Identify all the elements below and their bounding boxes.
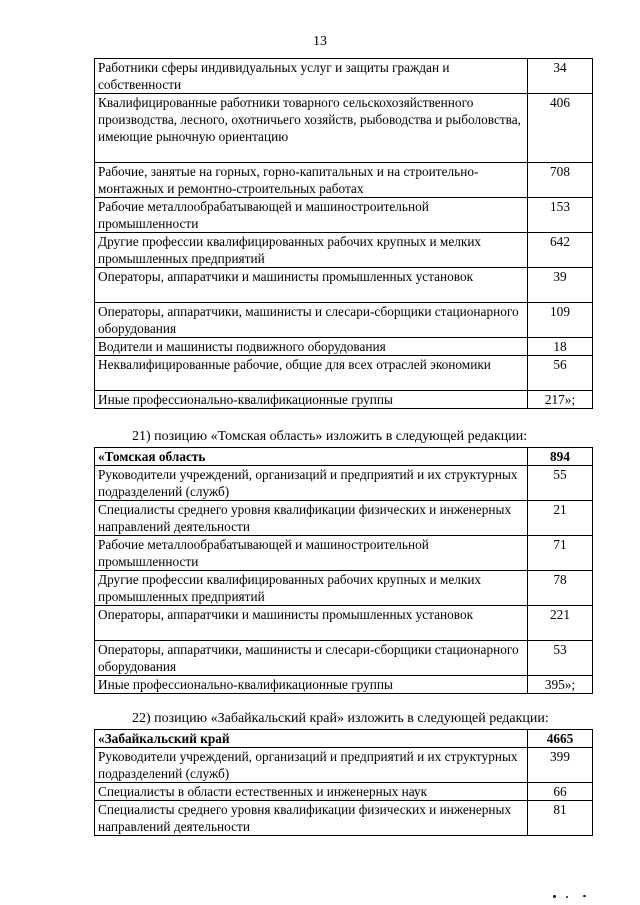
row-name: Работники сферы индивидуальных услуг и защиты граждан и собственности: [95, 59, 528, 94]
row-value: 18: [528, 338, 593, 356]
row-name: Рабочие металлообрабатывающей и машиностроительной промышленности: [95, 198, 528, 233]
row-name: Операторы, аппаратчики и машинисты промышленных установок: [95, 268, 528, 303]
row-name: Квалифицированные работники товарного сельскохозяйственного производства, лесного, охотничьего хозяйств, рыбоводства и рыболовства, имеющие рыночную ориентацию: [95, 94, 528, 163]
row-value: 55: [528, 466, 593, 501]
row-name: Другие профессии квалифицированных рабочих крупных и мелких промышленных предприятий: [95, 233, 528, 268]
row-name: Операторы, аппаратчики, машинисты и слесари-сборщики стационарного оборудования: [95, 303, 528, 338]
row-name: Операторы, аппаратчики и машинисты промышленных установок: [95, 606, 528, 641]
region-name: «Забайкальский край: [95, 730, 528, 748]
row-value: 81: [528, 801, 593, 836]
table-row: [95, 676, 593, 694]
table-continuation: [94, 58, 593, 409]
row-value: 78: [528, 571, 593, 606]
row-name: Иные профессионально-квалификационные группы: [95, 676, 528, 694]
table-row: [95, 233, 593, 268]
row-value: 34: [528, 59, 593, 94]
row-name: Рабочие металлообрабатывающей и машиностроительной промышленности: [95, 536, 528, 571]
table-row: [95, 466, 593, 501]
table-row: [95, 748, 593, 783]
row-value: 708: [528, 163, 593, 198]
amendment-paragraph-22: 22) позицию «Забайкальский край» изложить в следующей редакции:: [132, 711, 549, 726]
region-total: 4665: [528, 730, 593, 748]
table-header-row: [95, 448, 593, 466]
row-name: Специалисты среднего уровня квалификации физических и инженерных направлений деятельности: [95, 801, 528, 836]
row-value: 39: [528, 268, 593, 303]
table-row: [95, 198, 593, 233]
region-total: 894: [528, 448, 593, 466]
row-value: 221: [528, 606, 593, 641]
row-value: 53: [528, 641, 593, 676]
table-row: [95, 571, 593, 606]
row-value: 642: [528, 233, 593, 268]
row-name: Другие профессии квалифицированных рабочих крупных и мелких промышленных предприятий: [95, 571, 528, 606]
amendment-paragraph-21: 21) позицию «Томская область» изложить в следующей редакции:: [132, 429, 528, 444]
scan-speck: [553, 895, 556, 898]
table-row: [95, 356, 593, 391]
row-name: Специалисты среднего уровня квалификации физических и инженерных направлений деятельности: [95, 501, 528, 536]
table-zabaikalsky: [94, 729, 593, 836]
table-row: [95, 338, 593, 356]
row-name: Водители и машинисты подвижного оборудования: [95, 338, 528, 356]
row-value: 399: [528, 748, 593, 783]
row-name: Руководители учреждений, организаций и предприятий и их структурных подразделений (служб): [95, 466, 528, 501]
row-value: 395»;: [528, 676, 593, 694]
row-value: 217»;: [528, 391, 593, 409]
table-row: [95, 94, 593, 163]
row-value: 56: [528, 356, 593, 391]
row-value: 71: [528, 536, 593, 571]
scan-speck: [583, 895, 586, 897]
region-name: «Томская область: [95, 448, 528, 466]
table-row: [95, 801, 593, 836]
row-name: Иные профессионально-квалификационные группы: [95, 391, 528, 409]
row-name: Рабочие, занятые на горных, горно-капитальных и на строительно-монтажных и ремонтно-строительных работах: [95, 163, 528, 198]
table-tomsk: [94, 447, 593, 694]
row-value: 153: [528, 198, 593, 233]
table-row: [95, 536, 593, 571]
row-value: 109: [528, 303, 593, 338]
scan-speck: [566, 896, 568, 898]
row-value: 66: [528, 783, 593, 801]
table-row: [95, 303, 593, 338]
table-row: [95, 391, 593, 409]
row-name: Неквалифицированные рабочие, общие для всех отраслей экономики: [95, 356, 528, 391]
table-row: [95, 606, 593, 641]
table-row: [95, 641, 593, 676]
table-header-row: [95, 730, 593, 748]
table-row: [95, 163, 593, 198]
table-row: [95, 268, 593, 303]
row-name: Руководители учреждений, организаций и предприятий и их структурных подразделений (служб): [95, 748, 528, 783]
table-row: [95, 783, 593, 801]
row-value: 406: [528, 94, 593, 163]
row-name: Специалисты в области естественных и инженерных наук: [95, 783, 528, 801]
page-number: 13: [313, 34, 327, 49]
table-row: [95, 59, 593, 94]
row-name: Операторы, аппаратчики, машинисты и слесари-сборщики стационарного оборудования: [95, 641, 528, 676]
table-row: [95, 501, 593, 536]
row-value: 21: [528, 501, 593, 536]
